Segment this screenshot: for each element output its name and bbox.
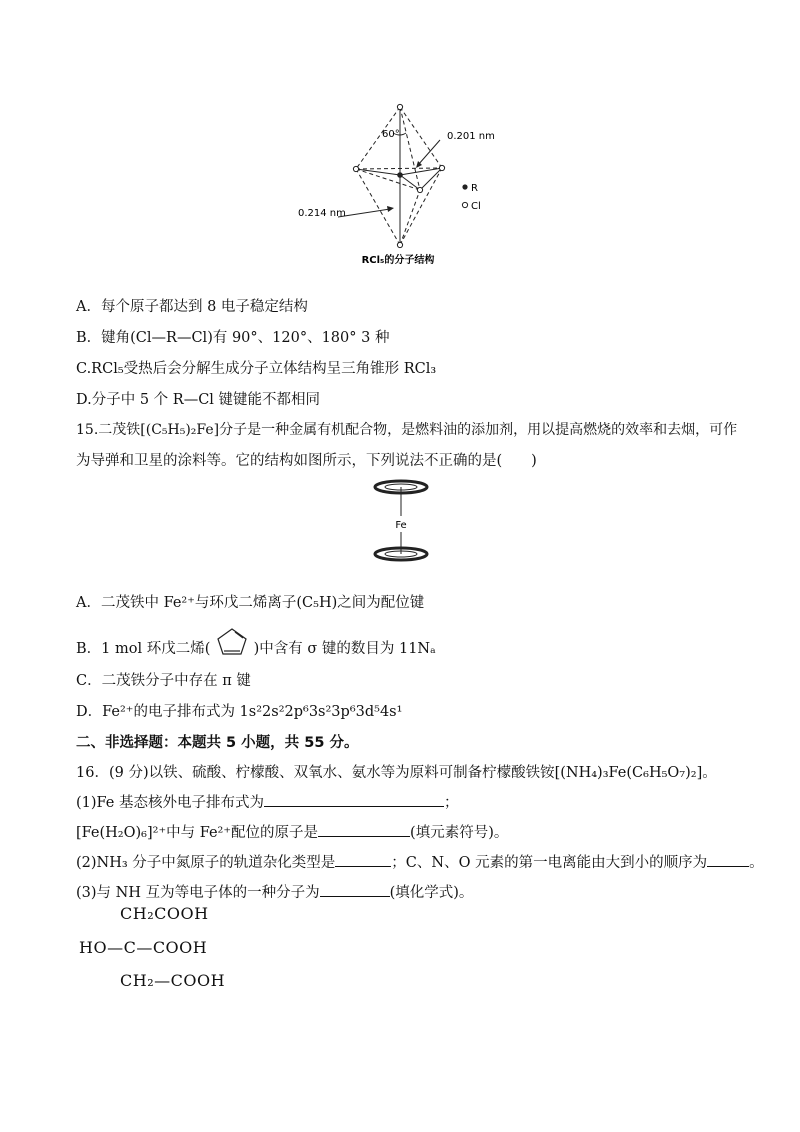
answer-blank-2[interactable] — [318, 822, 410, 837]
rcl5-structure-figure — [290, 95, 520, 270]
answer-blank-1[interactable] — [264, 792, 444, 807]
bond-length-label-2: 0.214 nm — [298, 208, 346, 219]
q16-part-1a-end: ； — [444, 795, 459, 811]
q16-part-2-end: 。 — [749, 855, 764, 871]
ferrocene-structure-figure — [368, 476, 434, 572]
q16-part-2 — [76, 851, 764, 872]
q16-part-1a — [76, 791, 459, 812]
q14-option-d: D.分子中 5 个 R—Cl 键键能不都相同 — [76, 392, 321, 408]
q14-option-c: C.RCl₅受热后会分解生成分子立体结构呈三角锥形 RCl₃ — [76, 361, 437, 377]
q15-option-c: C．二茂铁分子中存在 π 键 — [76, 673, 251, 689]
q15-option-b-post: )中含有 σ 键的数目为 11Nₐ — [253, 641, 436, 657]
q15-option-b-pre: B．1 mol 环戊二烯( — [76, 641, 211, 657]
answer-blank-3[interactable] — [335, 852, 391, 867]
section-2-heading: 二、非选择题：本题共 5 小题，共 55 分。 — [76, 735, 359, 751]
q14-option-a: A．每个原子都达到 8 电子稳定结构 — [76, 299, 308, 315]
figure-caption: RCl₅的分子结构 — [361, 255, 435, 266]
formula-line-1: CH₂COOH — [120, 904, 209, 923]
legend-r: R — [471, 183, 478, 194]
q15-stem-line-2: 为导弹和卫星的涂料等。它的结构如图所示，下列说法不正确的是( ) — [76, 453, 537, 469]
q16-part-1b — [76, 821, 508, 842]
q16-part-2-mid: ；C、N、O 元素的第一电离能由大到小的顺序为 — [391, 855, 708, 871]
q16-stem: 16．(9 分)以铁、硫酸、柠檬酸、双氧水、氨水等为原料可制备柠檬酸铁铵[(NH₄)₃Fe(C₆H₅O₇)₂]。 — [76, 765, 717, 781]
q15-option-d: D．Fe²⁺的电子排布式为 1s²2s²2p⁶3s²3p⁶3d⁵4s¹ — [76, 704, 403, 720]
bond-length-label-1: 0.201 nm — [447, 131, 495, 142]
q16-part-1a-text: (1)Fe 基态核外电子排布式为 — [76, 795, 264, 811]
q14-option-b: B．键角(Cl—R—Cl)有 90°、120°、180° 3 种 — [76, 330, 390, 346]
cyclopentadiene-icon — [215, 627, 249, 657]
q16-part-2-text: (2)NH₃ 分子中氮原子的轨道杂化类型是 — [76, 855, 336, 871]
q16-part-3-text: (3)与 NH 互为等电子体的一种分子为 — [76, 885, 320, 901]
angle-label: 60° — [382, 129, 400, 140]
q16-part-3-end: (填化学式)。 — [389, 885, 474, 901]
q15-option-a: A．二茂铁中 Fe²⁺与环戊二烯离子(C₅H)之间为配位键 — [76, 595, 425, 611]
q16-part-3 — [76, 881, 473, 902]
q15-stem-line-1: 15.二茂铁[(C₅H₅)₂Fe]分子是一种金属有机配合物，是燃料油的添加剂，用以提高燃烧的效率和去烟，可作 — [76, 422, 738, 438]
formula-line-2: HO—C—COOH — [79, 938, 208, 957]
answer-blank-5[interactable] — [320, 882, 390, 897]
q16-part-1b-end: (填元素符号)。 — [410, 825, 509, 841]
q16-part-1b-text: [Fe(H₂O)₆]²⁺中与 Fe²⁺配位的原子是 — [76, 825, 319, 841]
answer-blank-4[interactable] — [707, 852, 749, 867]
legend-cl: Cl — [471, 201, 481, 212]
fe-label: Fe — [395, 520, 407, 531]
q15-option-b — [76, 637, 436, 658]
formula-line-3: CH₂—COOH — [120, 971, 226, 990]
